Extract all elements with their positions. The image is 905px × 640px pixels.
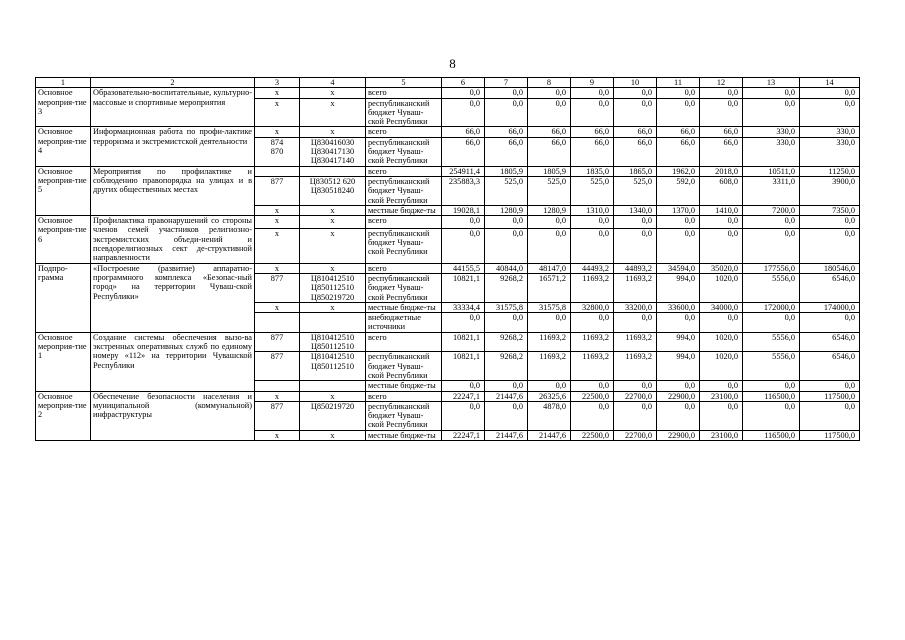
amount-cell: 66,0	[657, 137, 700, 166]
executor-code: 877	[255, 401, 300, 430]
activity-label: Основное мероприя-тие 5	[36, 166, 91, 215]
executor-code: х	[255, 263, 300, 273]
funding-source: всего	[366, 166, 442, 176]
column-number: 3	[255, 78, 300, 88]
budget-code: х	[300, 88, 366, 98]
column-number: 14	[800, 78, 860, 88]
amount-cell: 66,0	[614, 137, 657, 166]
amount-cell: 11693,2	[571, 273, 614, 302]
amount-cell: 0,0	[485, 88, 528, 98]
activity-description: Профилактика правонарушений со стороны членов семей участников религиозно-экстремистских объеди-нений и псевдорелигиозных сект де-структивной направленности	[91, 216, 255, 263]
amount-cell: 22247,1	[442, 391, 485, 401]
amount-cell: 0,0	[657, 216, 700, 228]
amount-cell: 66,0	[485, 137, 528, 166]
amount-cell: 19028,1	[442, 205, 485, 215]
amount-cell: 35020,0	[700, 263, 743, 273]
budget-code: Ц830416030 Ц830417130 Ц830417140	[300, 137, 366, 166]
activity-label: Основное мероприя-тие 1	[36, 332, 91, 391]
amount-cell: 1410,0	[700, 205, 743, 215]
amount-cell: 0,0	[614, 313, 657, 333]
table-row	[36, 166, 860, 176]
amount-cell: 5556,0	[743, 273, 800, 302]
amount-cell: 22700,0	[614, 430, 657, 440]
budget-code	[300, 166, 366, 176]
amount-cell: 117500,0	[800, 391, 860, 401]
amount-cell: 525,0	[614, 176, 657, 205]
executor-code: х	[255, 391, 300, 401]
amount-cell: 1340,0	[614, 205, 657, 215]
amount-cell: 994,0	[657, 332, 700, 352]
amount-cell: 21447,6	[485, 430, 528, 440]
amount-cell: 0,0	[571, 216, 614, 228]
amount-cell: 174000,0	[800, 302, 860, 312]
amount-cell: 0,0	[743, 228, 800, 263]
activity-description: Мероприятия по профилактике и соблюдению правопорядка на улицах и в других общественных местах	[91, 166, 255, 215]
amount-cell: 0,0	[800, 401, 860, 430]
budget-code: х	[300, 98, 366, 127]
amount-cell: 11693,2	[614, 273, 657, 302]
amount-cell: 0,0	[571, 401, 614, 430]
amount-cell: 0,0	[614, 381, 657, 391]
amount-cell: 0,0	[442, 88, 485, 98]
budget-code: х	[300, 391, 366, 401]
funding-source: всего	[366, 391, 442, 401]
amount-cell: 0,0	[700, 98, 743, 127]
amount-cell: 11693,2	[614, 332, 657, 352]
amount-cell: 6546,0	[800, 352, 860, 381]
column-number: 1	[36, 78, 91, 88]
executor-code	[255, 313, 300, 333]
amount-cell: 11693,2	[528, 352, 571, 381]
amount-cell: 525,0	[485, 176, 528, 205]
amount-cell: 0,0	[485, 98, 528, 127]
executor-code: х	[255, 127, 300, 137]
amount-cell: 9268,2	[485, 273, 528, 302]
amount-cell: 0,0	[743, 88, 800, 98]
amount-cell: 0,0	[800, 88, 860, 98]
amount-cell: 0,0	[442, 401, 485, 430]
executor-code	[255, 166, 300, 176]
executor-code: 874 870	[255, 137, 300, 166]
amount-cell: 7350,0	[800, 205, 860, 215]
amount-cell: 0,0	[743, 401, 800, 430]
amount-cell: 34594,0	[657, 263, 700, 273]
column-number: 11	[657, 78, 700, 88]
amount-cell: 994,0	[657, 352, 700, 381]
amount-cell: 0,0	[614, 88, 657, 98]
activity-description: Информационная работа по профи-лактике терроризма и экстремистской деятельности	[91, 127, 255, 166]
budget-code: х	[300, 263, 366, 273]
executor-code: х	[255, 205, 300, 215]
executor-code: 877	[255, 352, 300, 381]
amount-cell: 0,0	[528, 216, 571, 228]
funding-source: республиканский бюджет Чуваш-ской Республики	[366, 273, 442, 302]
amount-cell: 330,0	[743, 127, 800, 137]
amount-cell: 11693,2	[614, 352, 657, 381]
executor-code: х	[255, 98, 300, 127]
amount-cell: 0,0	[743, 313, 800, 333]
activity-description: Обеспечение безопасности населения и муниципальной (коммунальной) инфраструктуры	[91, 391, 255, 440]
amount-cell: 0,0	[657, 401, 700, 430]
budget-code	[300, 313, 366, 333]
amount-cell: 1310,0	[571, 205, 614, 215]
amount-cell: 66,0	[528, 137, 571, 166]
amount-cell: 21447,6	[528, 430, 571, 440]
amount-cell: 0,0	[743, 381, 800, 391]
amount-cell: 1805,9	[485, 166, 528, 176]
funding-source: республиканский бюджет Чуваш-ской Республики	[366, 401, 442, 430]
amount-cell: 0,0	[657, 313, 700, 333]
amount-cell: 66,0	[657, 127, 700, 137]
funding-source: внебюджетные источники	[366, 313, 442, 333]
amount-cell: 0,0	[485, 401, 528, 430]
amount-cell: 172000,0	[743, 302, 800, 312]
amount-cell: 66,0	[700, 137, 743, 166]
column-number: 6	[442, 78, 485, 88]
amount-cell: 22500,0	[571, 391, 614, 401]
amount-cell: 0,0	[571, 381, 614, 391]
header-row	[36, 78, 860, 88]
amount-cell: 66,0	[442, 137, 485, 166]
amount-cell: 0,0	[657, 88, 700, 98]
amount-cell: 6546,0	[800, 273, 860, 302]
column-number: 7	[485, 78, 528, 88]
amount-cell: 235883,3	[442, 176, 485, 205]
amount-cell: 48147,0	[528, 263, 571, 273]
amount-cell: 11250,0	[800, 166, 860, 176]
table-row	[36, 332, 860, 352]
amount-cell: 11693,2	[528, 332, 571, 352]
amount-cell: 0,0	[700, 401, 743, 430]
page-number: 8	[449, 56, 456, 71]
activity-label: Основное мероприя-тие 4	[36, 127, 91, 166]
amount-cell: 0,0	[528, 381, 571, 391]
funding-source: всего	[366, 216, 442, 228]
executor-code: х	[255, 216, 300, 228]
amount-cell: 66,0	[614, 127, 657, 137]
amount-cell: 16571,2	[528, 273, 571, 302]
table-row	[36, 88, 860, 98]
amount-cell: 22500,0	[571, 430, 614, 440]
amount-cell: 33600,0	[657, 302, 700, 312]
amount-cell: 44155,5	[442, 263, 485, 273]
funding-source: всего	[366, 127, 442, 137]
executor-code: 877	[255, 176, 300, 205]
column-number: 9	[571, 78, 614, 88]
amount-cell: 330,0	[743, 137, 800, 166]
amount-cell: 0,0	[528, 228, 571, 263]
amount-cell: 330,0	[800, 137, 860, 166]
amount-cell: 11693,2	[571, 352, 614, 381]
budget-code: Ц810412510 Ц850112510	[300, 352, 366, 381]
column-number: 12	[700, 78, 743, 88]
executor-code: 877	[255, 332, 300, 352]
amount-cell: 22700,0	[614, 391, 657, 401]
amount-cell: 31575,8	[528, 302, 571, 312]
amount-cell: 180546,0	[800, 263, 860, 273]
funding-source: всего	[366, 263, 442, 273]
amount-cell: 21447,6	[485, 391, 528, 401]
amount-cell: 3311,0	[743, 176, 800, 205]
amount-cell: 0,0	[571, 228, 614, 263]
amount-cell: 1280,9	[485, 205, 528, 215]
column-number: 4	[300, 78, 366, 88]
amount-cell: 592,0	[657, 176, 700, 205]
amount-cell: 9268,2	[485, 352, 528, 381]
amount-cell: 1805,9	[528, 166, 571, 176]
amount-cell: 66,0	[571, 137, 614, 166]
amount-cell: 0,0	[700, 88, 743, 98]
executor-code: х	[255, 88, 300, 98]
amount-cell: 10821,1	[442, 273, 485, 302]
funding-source: местные бюдже-ты	[366, 205, 442, 215]
amount-cell: 254911,4	[442, 166, 485, 176]
amount-cell: 525,0	[571, 176, 614, 205]
amount-cell: 0,0	[485, 228, 528, 263]
amount-cell: 0,0	[442, 228, 485, 263]
amount-cell: 10821,1	[442, 352, 485, 381]
table-row	[36, 391, 860, 401]
amount-cell: 0,0	[657, 228, 700, 263]
column-number: 8	[528, 78, 571, 88]
amount-cell: 0,0	[657, 381, 700, 391]
activity-description: Создание системы обеспечения вызо-ва экстренных оперативных служб по единому номеру «112» на территории Чувашской Республики	[91, 332, 255, 391]
amount-cell: 66,0	[571, 127, 614, 137]
budget-code: Ц830512 620 Ц830518240	[300, 176, 366, 205]
column-number: 5	[366, 78, 442, 88]
budget-code: Ц810412510 Ц850112510 Ц850219720	[300, 273, 366, 302]
amount-cell: 330,0	[800, 127, 860, 137]
amount-cell: 177556,0	[743, 263, 800, 273]
amount-cell: 0,0	[700, 381, 743, 391]
table-row	[36, 216, 860, 228]
amount-cell: 1020,0	[700, 352, 743, 381]
amount-cell: 0,0	[800, 381, 860, 391]
activity-description: «Построение (развитие) аппаратно-программного комплекса «Безопас-ный город» на территории Чуваш-ской Республики»	[91, 263, 255, 332]
budget-code: х	[300, 216, 366, 228]
funding-source: республиканский бюджет Чуваш-ской Республики	[366, 176, 442, 205]
funding-source: республиканский бюджет Чуваш-ской Республики	[366, 137, 442, 166]
amount-cell: 23100,0	[700, 391, 743, 401]
amount-cell: 0,0	[571, 98, 614, 127]
activity-label: Основное мероприя-тие 3	[36, 88, 91, 127]
amount-cell: 40844,0	[485, 263, 528, 273]
budget-code: х	[300, 127, 366, 137]
amount-cell: 0,0	[700, 228, 743, 263]
amount-cell: 0,0	[614, 98, 657, 127]
amount-cell: 116500,0	[743, 430, 800, 440]
budget-code: х	[300, 205, 366, 215]
funding-source: республиканский бюджет Чуваш-ской Республики	[366, 228, 442, 263]
amount-cell: 44893,2	[614, 263, 657, 273]
budget-code: Ц850219720	[300, 401, 366, 430]
amount-cell: 22900,0	[657, 391, 700, 401]
amount-cell: 0,0	[743, 98, 800, 127]
amount-cell: 0,0	[485, 216, 528, 228]
executor-code: х	[255, 430, 300, 440]
amount-cell: 44493,2	[571, 263, 614, 273]
amount-cell: 0,0	[528, 98, 571, 127]
amount-cell: 66,0	[442, 127, 485, 137]
amount-cell: 34000,0	[700, 302, 743, 312]
activity-label: Основное мероприя-тие 6	[36, 216, 91, 263]
amount-cell: 994,0	[657, 273, 700, 302]
budget-code	[300, 381, 366, 391]
amount-cell: 66,0	[485, 127, 528, 137]
amount-cell: 0,0	[800, 228, 860, 263]
amount-cell: 0,0	[442, 98, 485, 127]
amount-cell: 9268,2	[485, 332, 528, 352]
column-number: 13	[743, 78, 800, 88]
amount-cell: 0,0	[442, 381, 485, 391]
budget-code: х	[300, 228, 366, 263]
amount-cell: 0,0	[614, 228, 657, 263]
amount-cell: 4878,0	[528, 401, 571, 430]
amount-cell: 5556,0	[743, 352, 800, 381]
table-row	[36, 127, 860, 137]
funding-source: местные бюдже-ты	[366, 302, 442, 312]
amount-cell: 1962,0	[657, 166, 700, 176]
amount-cell: 0,0	[800, 98, 860, 127]
amount-cell: 1280,9	[528, 205, 571, 215]
column-number: 10	[614, 78, 657, 88]
funding-source: республиканский бюджет Чуваш-ской Республики	[366, 98, 442, 127]
amount-cell: 0,0	[571, 88, 614, 98]
budget-code: х	[300, 430, 366, 440]
amount-cell: 7200,0	[743, 205, 800, 215]
activity-description: Образовательно-воспитательные, культурно-массовые и спортивные мероприятия	[91, 88, 255, 127]
amount-cell: 23100,0	[700, 430, 743, 440]
amount-cell: 3900,0	[800, 176, 860, 205]
amount-cell: 117500,0	[800, 430, 860, 440]
amount-cell: 11693,2	[571, 332, 614, 352]
amount-cell: 33200,0	[614, 302, 657, 312]
amount-cell: 0,0	[442, 216, 485, 228]
activity-label: Основное мероприя-тие 2	[36, 391, 91, 440]
amount-cell: 0,0	[571, 313, 614, 333]
amount-cell: 31575,8	[485, 302, 528, 312]
amount-cell: 66,0	[528, 127, 571, 137]
amount-cell: 525,0	[528, 176, 571, 205]
table-row	[36, 263, 860, 273]
executor-code: х	[255, 228, 300, 263]
amount-cell: 6546,0	[800, 332, 860, 352]
amount-cell: 0,0	[700, 216, 743, 228]
amount-cell: 5556,0	[743, 332, 800, 352]
amount-cell: 1020,0	[700, 273, 743, 302]
executor-code	[255, 381, 300, 391]
amount-cell: 0,0	[743, 216, 800, 228]
column-number: 2	[91, 78, 255, 88]
budget-table	[35, 77, 860, 441]
amount-cell: 1370,0	[657, 205, 700, 215]
executor-code: 877	[255, 273, 300, 302]
amount-cell: 608,0	[700, 176, 743, 205]
amount-cell: 10821,1	[442, 332, 485, 352]
amount-cell: 0,0	[657, 98, 700, 127]
amount-cell: 10511,0	[743, 166, 800, 176]
amount-cell: 33334,4	[442, 302, 485, 312]
amount-cell: 116500,0	[743, 391, 800, 401]
funding-source: местные бюдже-ты	[366, 430, 442, 440]
funding-source: всего	[366, 332, 442, 352]
amount-cell: 0,0	[528, 313, 571, 333]
amount-cell: 0,0	[614, 216, 657, 228]
amount-cell: 22247,1	[442, 430, 485, 440]
amount-cell: 1835,0	[571, 166, 614, 176]
amount-cell: 66,0	[700, 127, 743, 137]
amount-cell: 32800,0	[571, 302, 614, 312]
activity-label: Подпро-грамма	[36, 263, 91, 332]
amount-cell: 0,0	[485, 381, 528, 391]
amount-cell: 0,0	[442, 313, 485, 333]
amount-cell: 26325,6	[528, 391, 571, 401]
amount-cell: 0,0	[485, 313, 528, 333]
budget-code: Ц810412510 Ц850112510	[300, 332, 366, 352]
amount-cell: 2018,0	[700, 166, 743, 176]
funding-source: республиканский бюджет Чуваш-ской Республики	[366, 352, 442, 381]
amount-cell: 1865,0	[614, 166, 657, 176]
amount-cell: 0,0	[800, 313, 860, 333]
funding-source: всего	[366, 88, 442, 98]
amount-cell: 1020,0	[700, 332, 743, 352]
amount-cell: 0,0	[800, 216, 860, 228]
budget-code: х	[300, 302, 366, 312]
amount-cell: 0,0	[700, 313, 743, 333]
amount-cell: 22900,0	[657, 430, 700, 440]
amount-cell: 0,0	[528, 88, 571, 98]
executor-code: х	[255, 302, 300, 312]
funding-source: местные бюдже-ты	[366, 381, 442, 391]
amount-cell: 0,0	[614, 401, 657, 430]
